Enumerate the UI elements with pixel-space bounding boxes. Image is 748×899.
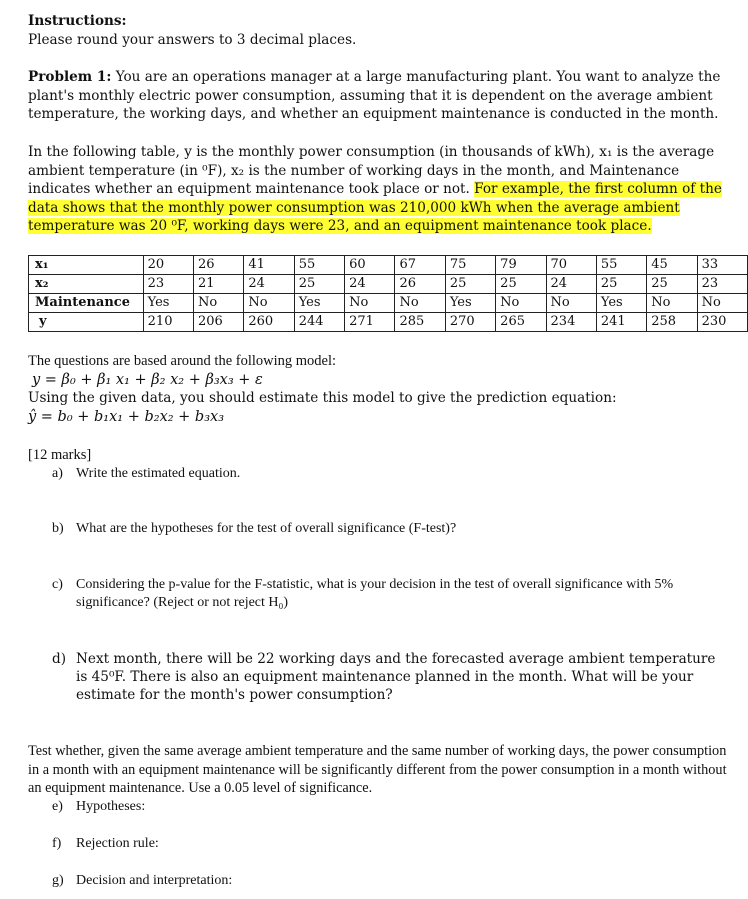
table-cell: 20	[143, 256, 193, 275]
problem-description-text: In the following table, y is the monthly power consumption (in thousands of kWh), x₁ is the average ambient temperature (in ⁰F), x₂ is the number of working days in the month, and Maintenance indicates whether an equipment maintenance took place or not.	[28, 144, 715, 197]
table-cell: No	[395, 294, 445, 313]
table-cell: 270	[445, 313, 495, 332]
row-label: x₂	[29, 275, 144, 294]
question-letter: d)	[52, 651, 67, 667]
row-label: y	[29, 313, 144, 332]
table-cell: 24	[244, 275, 294, 294]
table-cell: 60	[345, 256, 395, 275]
table-row	[29, 256, 748, 275]
question-letter: c)	[52, 577, 63, 592]
table-cell: 25	[445, 275, 495, 294]
table-cell: 26	[395, 275, 445, 294]
question-letter: f)	[52, 836, 62, 851]
question-text: Considering the p-value for the F-statistic, what is your decision in the test of overall significance with 5% significance? (Reject or not reject H₀)	[76, 577, 674, 610]
table-cell: 24	[345, 275, 395, 294]
question-letter: e)	[52, 799, 63, 814]
question-d	[52, 650, 728, 704]
table-cell: 25	[647, 275, 697, 294]
table-cell: 55	[294, 256, 344, 275]
table-cell: No	[345, 294, 395, 313]
table-row	[29, 275, 748, 294]
question-text: What are the hypotheses for the test of overall significance (F-test)?	[76, 521, 457, 536]
question-text: Next month, there will be 22 working days and the forecasted average ambient temperature is 45⁰F. There is also an equipment maintenance planned in the month. What will be your estimate for the month's power consumption?	[76, 651, 716, 703]
table-cell: 285	[395, 313, 445, 332]
table-cell: 55	[596, 256, 646, 275]
question-letter: g)	[52, 873, 64, 888]
table-cell: 75	[445, 256, 495, 275]
test-intro: Test whether, given the same average ambient temperature and the same number of working days, the power consumption in a month with an equipment maintenance will be significantly different from the power consumption in a month without an equipment maintenance. Use a 0.05 level of significance.	[28, 743, 727, 796]
table-cell: 26	[194, 256, 244, 275]
table-cell: 241	[596, 313, 646, 332]
problem-description	[28, 143, 728, 236]
question-text: Write the estimated equation.	[76, 466, 241, 481]
table-cell: 70	[546, 256, 596, 275]
table-cell: Yes	[143, 294, 193, 313]
question-e	[52, 798, 145, 816]
table-cell: 33	[697, 256, 747, 275]
table-cell: Yes	[445, 294, 495, 313]
marks-label: [12 marks]	[28, 447, 92, 463]
table-cell: No	[647, 294, 697, 313]
question-letter: a)	[52, 466, 63, 481]
table-cell: 25	[294, 275, 344, 294]
table-cell: No	[546, 294, 596, 313]
table-cell: 21	[194, 275, 244, 294]
question-b	[52, 520, 712, 538]
table-cell: 260	[244, 313, 294, 332]
table-cell: 210	[143, 313, 193, 332]
question-text: Rejection rule:	[76, 836, 159, 851]
question-text: Decision and interpretation:	[76, 873, 233, 888]
table-cell: No	[194, 294, 244, 313]
table-cell: 265	[496, 313, 546, 332]
prediction-equation: ŷ = b₀ + b₁x₁ + b₂x₂ + b₃x₃	[28, 408, 225, 425]
table-cell: 244	[294, 313, 344, 332]
table-cell: 206	[194, 313, 244, 332]
table-cell: 24	[546, 275, 596, 294]
table-cell: 258	[647, 313, 697, 332]
row-label: x₁	[29, 256, 144, 275]
table-cell: 79	[496, 256, 546, 275]
table-cell: 230	[697, 313, 747, 332]
question-text: Hypotheses:	[76, 799, 146, 814]
table-cell: 45	[647, 256, 697, 275]
table-cell: 41	[244, 256, 294, 275]
table-cell: 25	[596, 275, 646, 294]
model-equation: y = β₀ + β₁ x₁ + β₂ x₂ + β₃x₃ + ε	[32, 371, 263, 388]
model-instruction: Using the given data, you should estimate this model to give the prediction equation:	[28, 390, 617, 406]
table-cell: No	[697, 294, 747, 313]
table-cell: 234	[546, 313, 596, 332]
table-cell: 67	[395, 256, 445, 275]
row-label: Maintenance	[29, 294, 144, 313]
table-cell: 271	[345, 313, 395, 332]
table-cell: Yes	[294, 294, 344, 313]
table-cell: 23	[697, 275, 747, 294]
instructions-text: Please round your answers to 3 decimal places.	[28, 31, 357, 48]
table-row	[29, 313, 748, 332]
instructions-block	[28, 12, 728, 49]
question-f	[52, 835, 159, 853]
problem-intro	[28, 68, 728, 124]
table-cell: No	[496, 294, 546, 313]
model-intro: The questions are based around the following model:	[28, 353, 337, 369]
question-letter: b)	[52, 521, 64, 536]
model-block	[28, 352, 728, 426]
problem-label: Problem 1:	[28, 69, 112, 85]
table-cell: Yes	[596, 294, 646, 313]
table-row	[29, 294, 748, 313]
data-table	[28, 255, 748, 332]
question-g	[52, 872, 232, 890]
question-a	[52, 465, 712, 483]
table-cell: No	[244, 294, 294, 313]
problem-intro-text: You are an operations manager at a large manufacturing plant. You want to analyze the plant's monthly electric power consumption, assuming that it is dependent on the average ambient temperature, the working days, and whether an equipment maintenance is conducted in the month.	[28, 69, 721, 122]
question-c	[52, 576, 712, 612]
instructions-heading: Instructions:	[28, 13, 127, 29]
table-cell: 23	[143, 275, 193, 294]
table-cell: 25	[496, 275, 546, 294]
problem-example-highlight: For example, the first column of the data shows that the monthly power consumption was 210,000 kWh when the average ambient temperature was 20 ⁰F, working days were 23, and an equipment maintenance took place.	[28, 181, 722, 234]
